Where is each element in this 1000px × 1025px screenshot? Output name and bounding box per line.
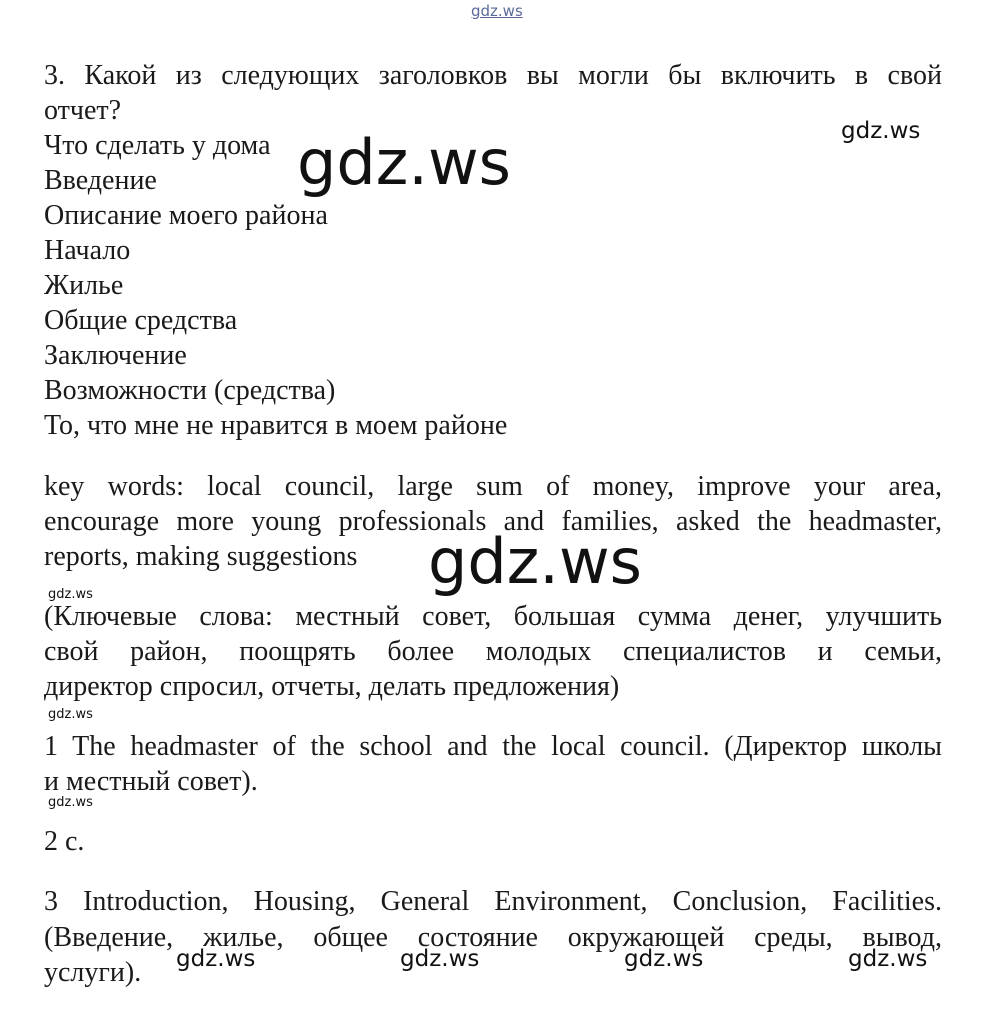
option-3: Описание моего района — [44, 200, 328, 231]
watermark-small-3: gdz.ws — [48, 795, 93, 810]
option-6: Общие средства — [44, 305, 238, 336]
option-5: Жилье — [44, 270, 124, 301]
watermark-right-top: gdz.ws — [841, 118, 921, 144]
watermark-small-2: gdz.ws — [48, 707, 93, 722]
answer-3-line-2: (Введение, жилье, общее состояние окружающей среды, вывод, — [44, 922, 942, 953]
option-9: То, что мне не нравится в моем районе — [44, 410, 508, 441]
watermark-bottom-1: gdz.ws — [176, 946, 256, 972]
watermark-bottom-3: gdz.ws — [624, 946, 704, 972]
question-line-1: 3. Какой из следующих заголовков вы могли бы включить в свой — [44, 60, 942, 91]
watermark-small-1: gdz.ws — [48, 587, 93, 602]
answer-1-line-2: и местный совет). — [44, 766, 258, 797]
option-2: Введение — [44, 165, 157, 196]
option-7: Заключение — [44, 340, 187, 371]
watermark-bottom-4: gdz.ws — [848, 946, 928, 972]
option-8: Возможности (средства) — [44, 375, 336, 406]
option-1: Что сделать у дома — [44, 130, 271, 161]
answer-3-line-3: услуги). — [44, 957, 142, 988]
watermark-big-1: gdz.ws — [297, 126, 511, 199]
keywords-en-line-1: key words: local council, large sum of money, improve your area, — [44, 471, 942, 502]
question-line-2: отчет? — [44, 95, 122, 126]
keywords-ru-line-3: директор спросил, отчеты, делать предложения) — [44, 671, 620, 702]
keywords-ru-line-2: свой район, поощрять более молодых специалистов и семьи, — [44, 636, 942, 667]
watermark-bottom-2: gdz.ws — [400, 946, 480, 972]
answer-1-line-1: 1 The headmaster of the school and the local council. (Директор школы — [44, 731, 942, 762]
keywords-ru-line-1: (Ключевые слова: местный совет, большая сумма денег, улучшить — [44, 601, 942, 632]
answer-2: 2 c. — [44, 826, 85, 857]
watermark-big-2: gdz.ws — [428, 525, 642, 598]
option-4: Начало — [44, 235, 131, 266]
keywords-en-line-3: reports, making suggestions — [44, 541, 358, 572]
keywords-en-line-2: encourage more young professionals and families, asked the headmaster, — [44, 506, 942, 537]
watermark-top: gdz.ws — [471, 2, 523, 20]
answer-3-line-1: 3 Introduction, Housing, General Environment, Conclusion, Facilities. — [44, 886, 942, 917]
